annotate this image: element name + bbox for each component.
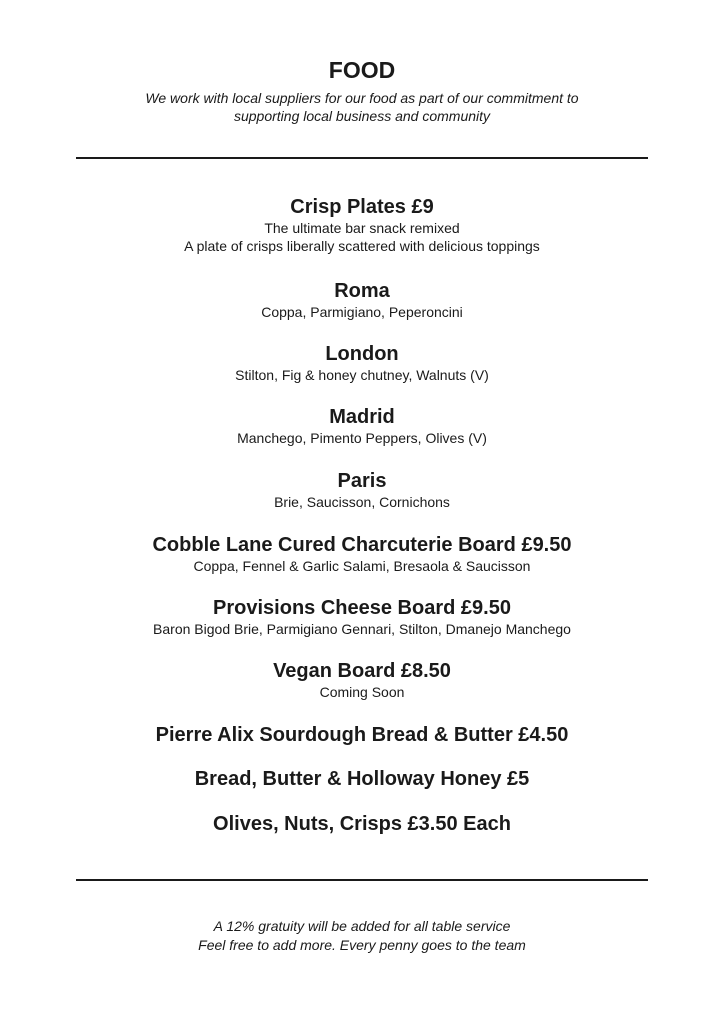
menu-item-desc: Brie, Saucisson, Cornichons	[274, 494, 450, 510]
menu-item-name: Pierre Alix Sourdough Bread & Butter £4.50	[155, 724, 569, 746]
menu-item-desc: Stilton, Fig & honey chutney, Walnuts (V)	[235, 367, 489, 383]
menu-item-desc: Coppa, Parmigiano, Peperoncini	[261, 304, 463, 320]
menu-item-desc: Manchego, Pimento Peppers, Olives (V)	[237, 430, 487, 446]
menu-item-name: Bread, Butter & Holloway Honey £5	[194, 768, 530, 790]
menu-item-desc: The ultimate bar snack remixed	[264, 220, 460, 236]
menu-item-name: Vegan Board £8.50	[273, 660, 451, 682]
footer-note	[0, 917, 724, 955]
menu-item-paris	[0, 469, 724, 511]
subtitle-line: We work with local suppliers for our food as part of our commitment to	[145, 90, 579, 106]
menu-item-name: Olives, Nuts, Crisps £3.50 Each	[213, 813, 511, 835]
footer-line: A 12% gratuity will be added for all table service	[213, 918, 511, 934]
menu-item-charcuterie-board	[0, 533, 724, 575]
menu-item-sourdough-bread	[0, 723, 724, 747]
menu-item-name: Madrid	[329, 406, 395, 428]
menu-item-crisp-plates	[0, 195, 724, 255]
page-title: FOOD	[328, 57, 396, 83]
menu-item-madrid	[0, 405, 724, 447]
page-subtitle	[0, 89, 724, 125]
top-divider	[76, 157, 648, 159]
menu-item-name: Provisions Cheese Board £9.50	[213, 597, 511, 619]
menu-item-london	[0, 342, 724, 384]
menu-item-name: Cobble Lane Cured Charcuterie Board £9.50	[152, 534, 572, 556]
menu-item-name: Paris	[337, 470, 387, 492]
subtitle-line: supporting local business and community	[233, 108, 491, 124]
menu-item-cheese-board	[0, 596, 724, 638]
menu-item-name: London	[325, 343, 399, 365]
menu-item-roma	[0, 279, 724, 321]
menu-item-desc: Baron Bigod Brie, Parmigiano Gennari, Stilton, Dmanejo Manchego	[153, 621, 571, 637]
menu-item-name: Crisp Plates £9	[290, 196, 434, 218]
menu-item-name: Roma	[334, 280, 390, 302]
menu-item-vegan-board	[0, 659, 724, 701]
menu-item-olives-nuts-crisps	[0, 812, 724, 836]
bottom-divider	[76, 879, 648, 881]
menu-item-desc: Coppa, Fennel & Garlic Salami, Bresaola & Saucisson	[193, 558, 531, 574]
menu-item-desc: A plate of crisps liberally scattered with delicious toppings	[184, 238, 540, 254]
menu-item-desc: Coming Soon	[319, 684, 405, 700]
footer-line: Feel free to add more. Every penny goes to the team	[198, 937, 526, 953]
menu-item-bread-butter-honey	[0, 767, 724, 791]
